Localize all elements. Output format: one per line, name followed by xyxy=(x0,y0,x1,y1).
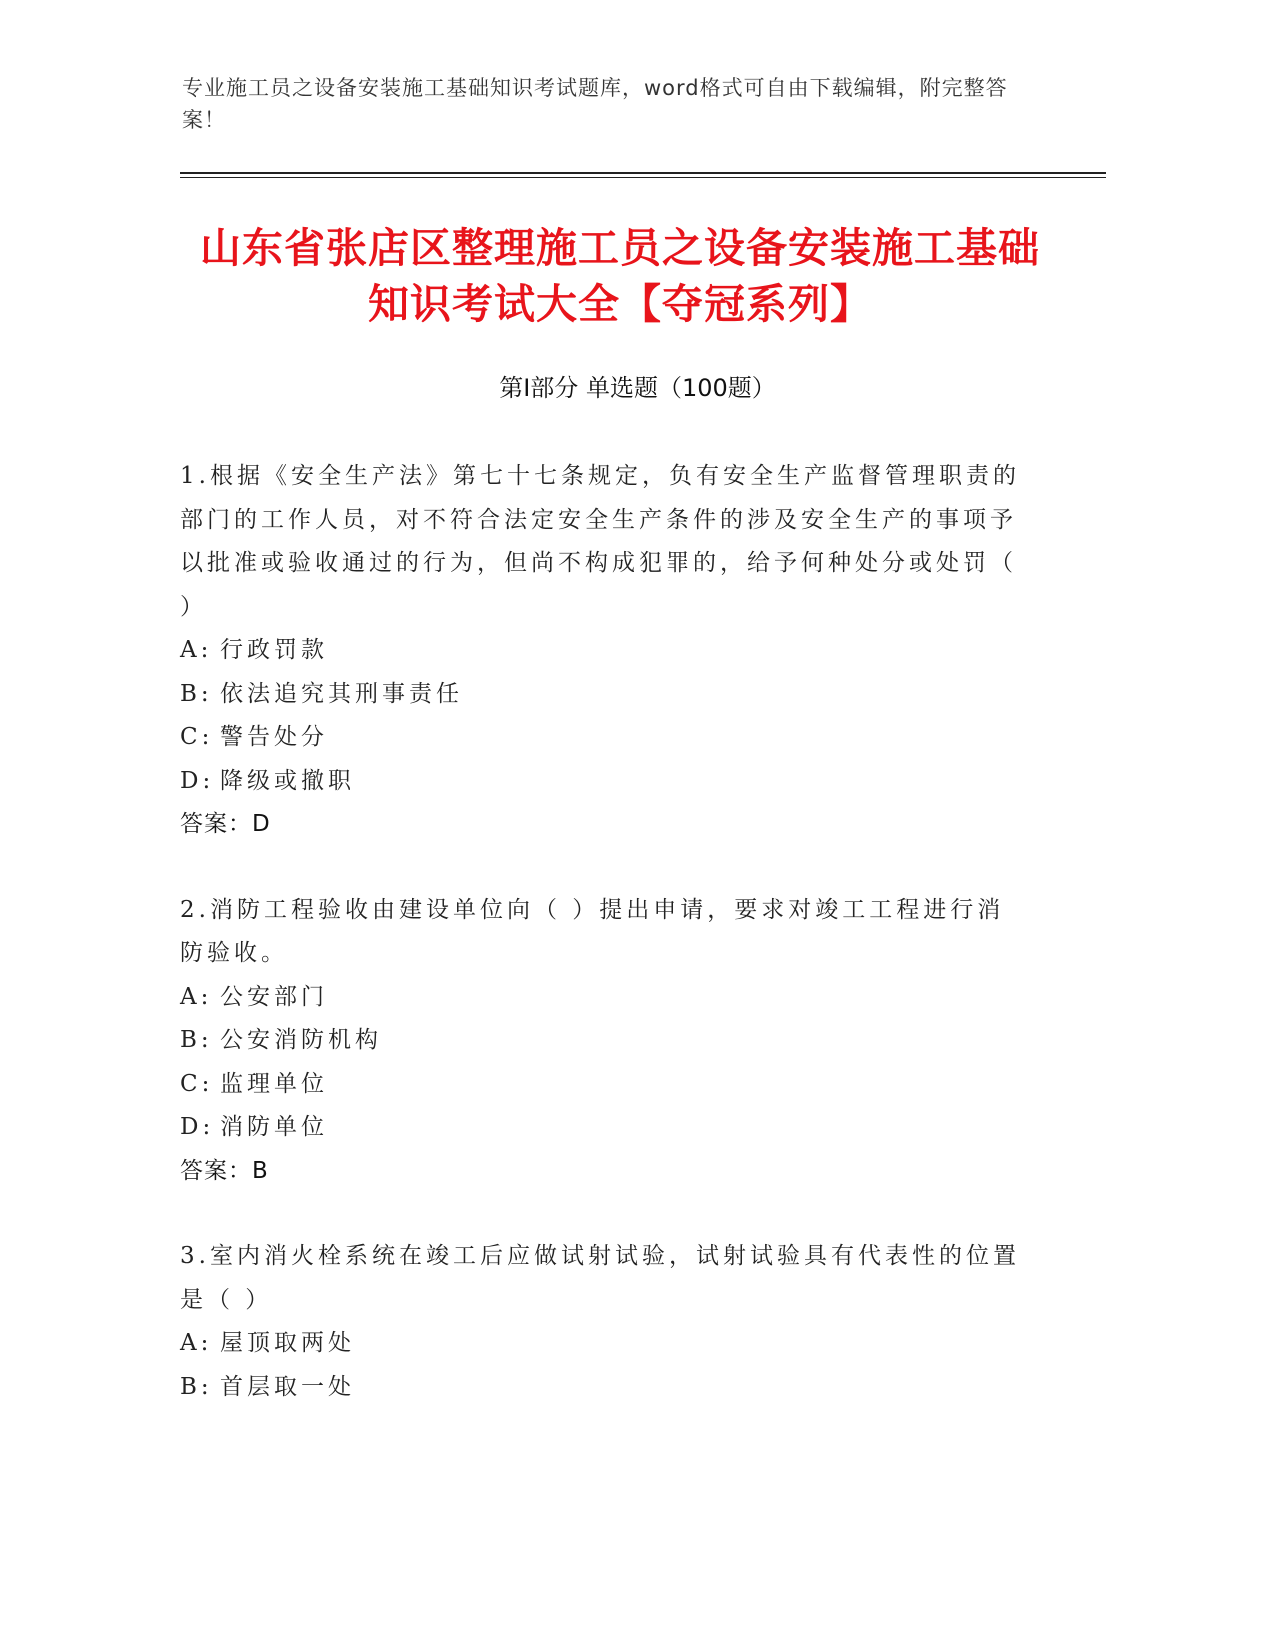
option-text: 屋顶取两处 xyxy=(220,1330,355,1356)
header-divider-thick xyxy=(180,172,1106,174)
option-text: 监理单位 xyxy=(220,1070,328,1097)
option-letter: A: xyxy=(180,1330,213,1356)
option-text: 行政罚款 xyxy=(220,637,328,663)
option-letter: B: xyxy=(180,1027,213,1053)
option-text: 警告处分 xyxy=(220,724,328,750)
question-text: 3.室内消火栓系统在竣工后应做试射试验，试射试验具有代表性的位置是（ ） xyxy=(180,1243,1020,1313)
option-letter: C: xyxy=(180,1070,214,1097)
answer-text: 答案：D xyxy=(180,811,271,837)
answer-text: 答案：B xyxy=(180,1157,269,1184)
option-d xyxy=(180,760,1030,804)
option-b xyxy=(180,1019,1030,1063)
option-d xyxy=(180,1106,1030,1150)
option-letter: A: xyxy=(180,983,213,1010)
header-divider-thin xyxy=(180,177,1106,178)
question-text: 1.根据《安全生产法》第七十七条规定，负有安全生产监督管理职责的部门的工作人员，对不符合法定安全生产条件的涉及安全生产的事项予以批准或验收通过的行为，但尚不构成犯罪的，给予何种处分或处罚（ ） xyxy=(180,463,1020,620)
option-c xyxy=(180,1063,1030,1107)
option-text: 公安消防机构 xyxy=(220,1027,382,1053)
option-letter: D: xyxy=(180,767,215,794)
option-b xyxy=(180,1366,1030,1410)
section-heading: 第Ⅰ部分 单选题（100题） xyxy=(499,374,776,402)
option-text: 依法追究其刑事责任 xyxy=(220,680,463,707)
option-letter: A: xyxy=(180,637,213,663)
option-a xyxy=(180,1322,1030,1366)
option-text: 降级或撤职 xyxy=(220,767,355,794)
option-letter: C: xyxy=(180,724,214,750)
question-item xyxy=(180,1235,1030,1409)
option-text: 公安部门 xyxy=(220,983,328,1010)
option-letter: B: xyxy=(180,1373,213,1400)
question-text: 2.消防工程验收由建设单位向（ ）提出申请，要求对竣工工程进行消防验收。 xyxy=(180,896,1005,966)
option-b xyxy=(180,673,1030,717)
question-list xyxy=(180,455,1030,1451)
header-note: 专业施工员之设备安装施工基础知识考试题库，word格式可自由下载编辑，附完整答案！ xyxy=(182,76,1008,132)
question-item xyxy=(180,889,1030,1194)
option-a xyxy=(180,976,1030,1020)
question-item xyxy=(180,455,1030,847)
option-letter: D: xyxy=(180,1114,215,1140)
option-a xyxy=(180,629,1030,673)
option-text: 首层取一处 xyxy=(220,1373,355,1400)
option-c xyxy=(180,716,1030,760)
document-title: 山东省张店区整理施工员之设备安装施工基础知识考试大全【夺冠系列】 xyxy=(200,224,1040,328)
option-letter: B: xyxy=(180,680,213,707)
option-text: 消防单位 xyxy=(220,1114,328,1140)
